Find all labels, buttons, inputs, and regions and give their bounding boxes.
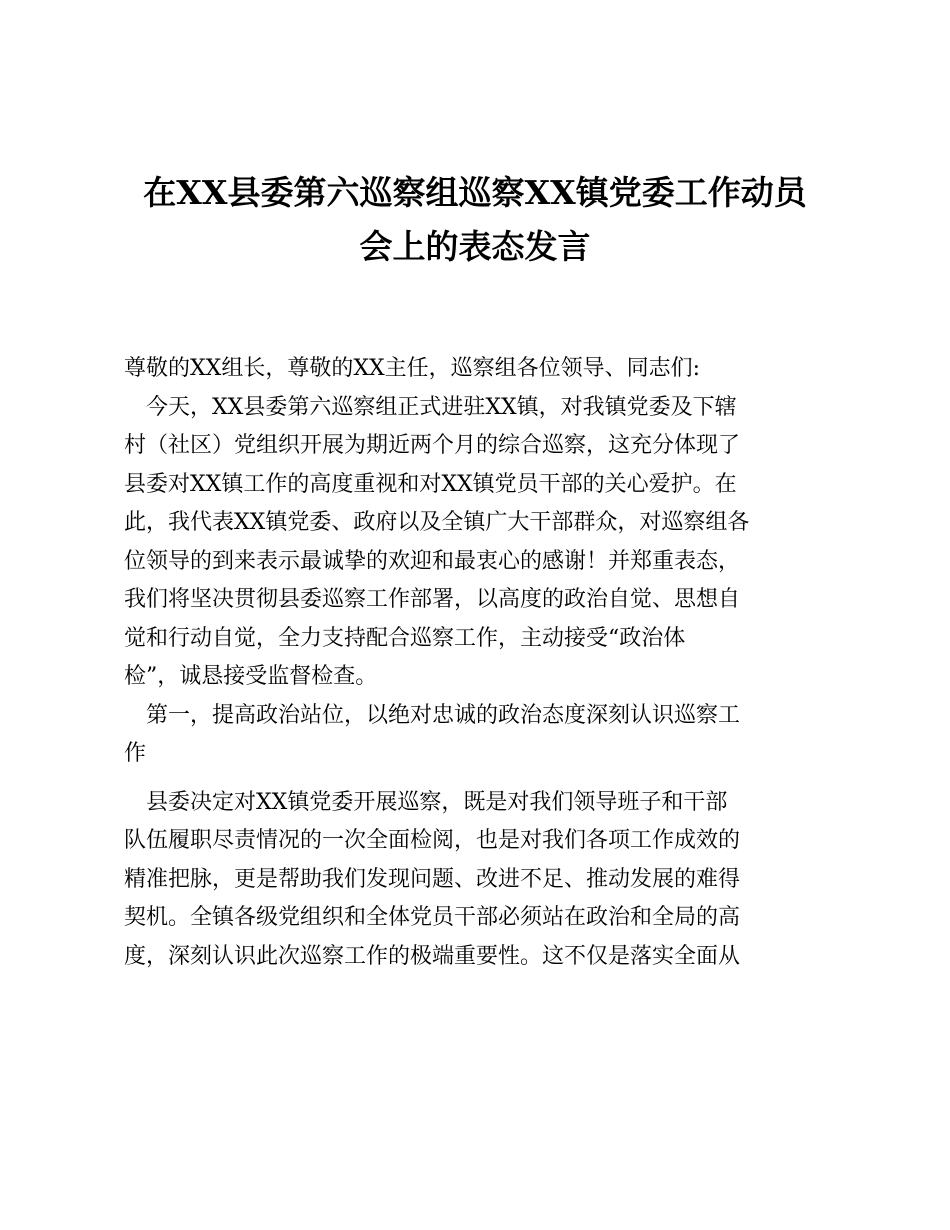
document-body	[124, 350, 844, 976]
title-line-2: 会上的表态发言	[359, 227, 591, 266]
paragraph-line: 县委对XX镇工作的高度重视和对XX镇党员干部的关心爱护。在	[124, 471, 737, 497]
paragraph-line: 觉和行动自觉，全力支持配合巡察工作，主动接受“政治体	[124, 625, 686, 651]
paragraph-line: 县委决定对XX镇党委开展巡察，既是对我们领导班子和干部	[124, 789, 728, 815]
paragraph-line: 今天，XX县委第六巡察组正式进驻XX镇，对我镇党委及下辖	[124, 394, 737, 420]
salutation-line: 尊敬的XX组长，尊敬的XX主任，巡察组各位领导、同志们:	[124, 356, 701, 381]
section-heading-line: 作	[124, 741, 147, 766]
paragraph-line: 检”，诚恳接受监督检查。	[124, 664, 378, 689]
document-title	[110, 166, 840, 274]
title-line-1: 在XX县委第六巡察组巡察XX镇党委工作动员	[143, 173, 807, 212]
paragraph-line: 精准把脉，更是帮助我们发现问题、改进不足、推动发展的难得	[124, 866, 741, 892]
paragraph-line: 村（社区）党组织开展为期近两个月的综合巡察，这充分体现了	[124, 433, 741, 458]
section-heading-line: 第一，提高政治站位，以绝对忠诚的政治态度深刻认识巡察工	[124, 702, 741, 728]
paragraph-line: 此，我代表XX镇党委、政府以及全镇广大干部群众，对巡察组各	[124, 510, 750, 535]
paragraph-line: 位领导的到来表示最诚挚的欢迎和最衷心的感谢！并郑重表态，	[124, 548, 741, 574]
paragraph-line: 我们将坚决贯彻县委巡察工作部署，以高度的政治自觉、思想自	[124, 587, 741, 612]
paragraph-spacer	[124, 774, 844, 784]
paragraph-line: 契机。全镇各级党组织和全体党员干部必须站在政治和全局的高	[124, 905, 741, 930]
paragraph-line: 队伍履职尽责情况的一次全面检阅，也是对我们各项工作成效的	[124, 828, 741, 853]
paragraph-line: 度，深刻认识此次巡察工作的极端重要性。这不仅是落实全面从	[124, 943, 741, 969]
